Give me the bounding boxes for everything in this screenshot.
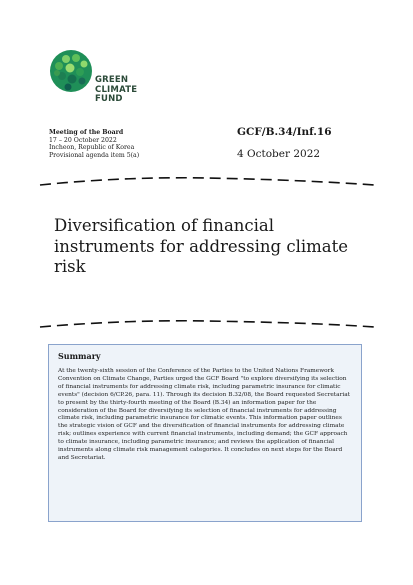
meeting-info	[49, 129, 139, 159]
meeting-name: Meeting of the Board	[49, 129, 124, 136]
logo-line-2: CLIMATE	[95, 84, 138, 95]
page-title: Diversification of financial instruments for addressing climate risk	[54, 216, 349, 276]
logo-line-1: GREEN	[95, 75, 129, 85]
summary-box	[48, 344, 362, 522]
divider-top	[38, 175, 376, 191]
gcf-logo	[48, 48, 148, 112]
agenda-item: Provisional agenda item 5(a)	[49, 151, 140, 159]
logo-line-3: FUND	[95, 94, 123, 104]
logo-wordmark	[95, 76, 137, 105]
summary-heading: Summary	[58, 351, 101, 361]
summary-body: At the twenty-sixth session of the Conference of the Parties to the United Nations Framework Convention on Climate Change, Parties urged the GCF Board "to explore diversifying its selection of financial instruments for addressing climate risk, including parametric insurance for climatic events" (decision 6/CP.26, para. 11). Through its decision B.32/08, the Board requested Secretariat to present by the thirty-fourth meeting of the Board (B.34) an information paper for the consideration of the Board for diversifying its selection of financial instruments for addressing climate risk, including parametric insurance for climatic events. This information paper outlines the strategic vision of GCF and the diversification of financial instruments for addressing climate risk; outlines experience with current financial instruments, including demand; the GCF approach to climate insurance, including parametric insurance; and reviews the application of financial instruments along climate risk management categories. It concludes on next steps for the Board and Secretariat.	[58, 368, 350, 461]
document-number: GCF/B.34/Inf.16	[237, 126, 332, 138]
meeting-dates: 17 – 20 October 2022	[49, 136, 117, 144]
document-date: 4 October 2022	[237, 148, 321, 160]
globe-icon	[48, 48, 94, 94]
divider-bottom	[38, 318, 376, 334]
meeting-location: Incheon, Republic of Korea	[49, 144, 135, 152]
